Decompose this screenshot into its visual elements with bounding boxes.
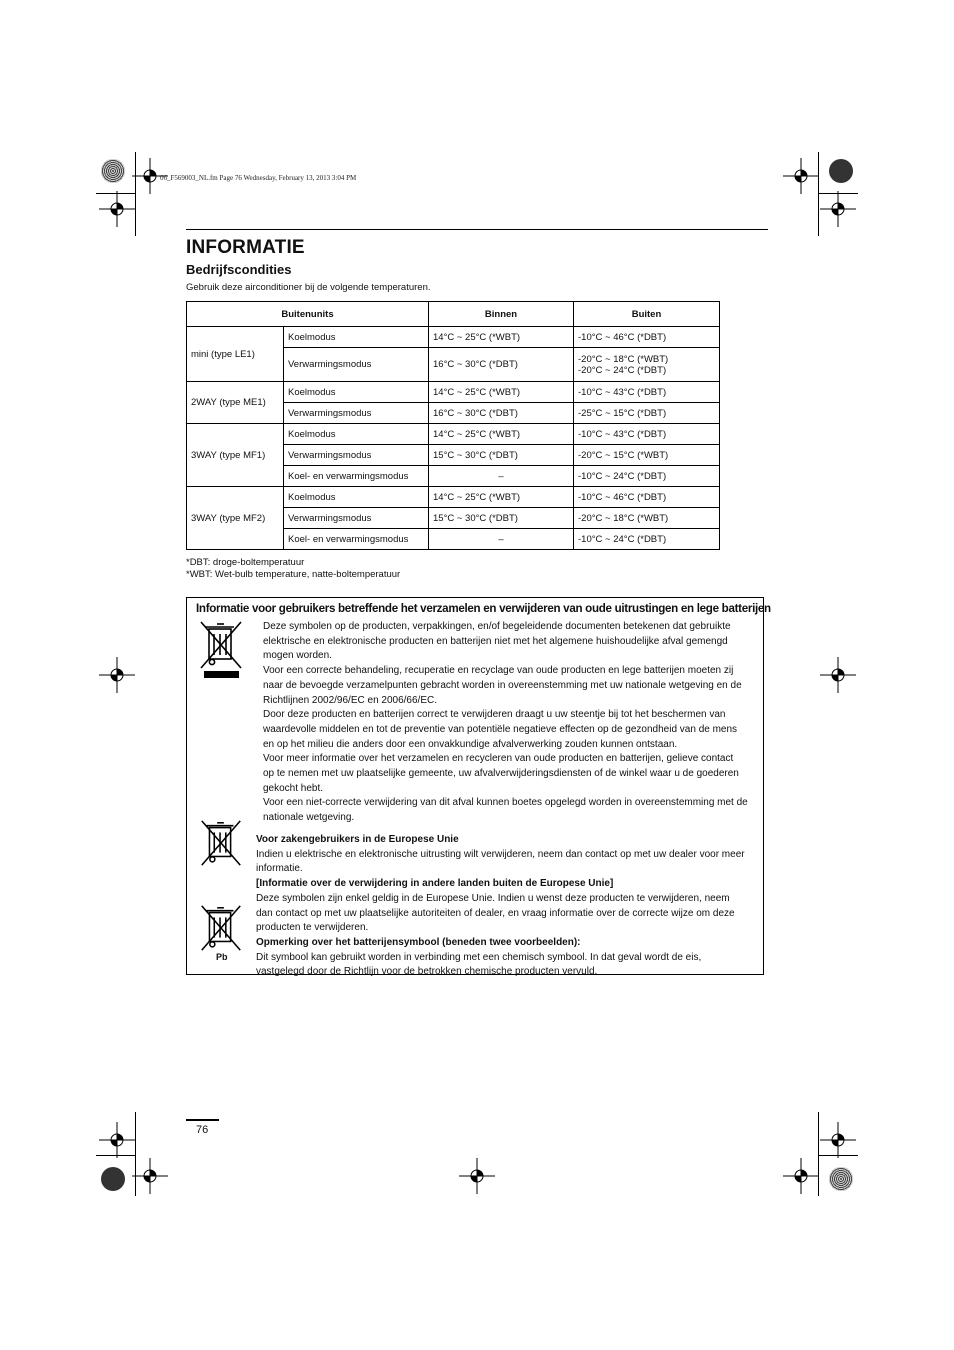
text-line: op te nemen met uw plaatselijke gemeente, uw afvalverwijderingsdiensten of de winkel waar u de goederen bbox=[263, 768, 739, 780]
crosshair-icon bbox=[820, 657, 856, 693]
crosshair-icon bbox=[820, 1122, 856, 1158]
outdoor-temp-cell bbox=[574, 466, 720, 487]
text-line: mogen worden. bbox=[263, 650, 332, 662]
text-line: Indien u elektrische en elektronische uitrusting wilt verwijderen, neem dan contact op met uw dealer voor meer bbox=[256, 848, 745, 860]
mode-cell: Verwarmingsmodus bbox=[284, 403, 429, 424]
text-line: Voor meer informatie over het verzamelen en recycleren van oude producten en batterijen, gelieve contact bbox=[263, 753, 734, 765]
unit-type-cell: 3WAY (type MF1) bbox=[187, 424, 284, 487]
outdoor-temp-line: -10°C ~ 43°C (*DBT) bbox=[578, 386, 667, 398]
mode-cell: Koelmodus bbox=[284, 424, 429, 445]
mode-cell: Koel- en verwarmingsmodus bbox=[284, 466, 429, 487]
registration-dot bbox=[829, 159, 853, 183]
indoor-temp-cell: 14°C ~ 25°C (*WBT) bbox=[429, 487, 574, 508]
trim-line bbox=[96, 193, 136, 194]
outdoor-temp-cell bbox=[574, 445, 720, 466]
crosshair-icon bbox=[783, 1158, 819, 1194]
mode-cell: Koel- en verwarmingsmodus bbox=[284, 529, 429, 550]
unit-type-cell: 3WAY (type MF2) bbox=[187, 487, 284, 550]
outdoor-temp-cell bbox=[574, 508, 720, 529]
mode-cell: Koelmodus bbox=[284, 382, 429, 403]
text-line: Door deze producten en batterijen correct te verwijderen draagt u uw steentje bij tot het beschermen van bbox=[263, 709, 726, 721]
mode-cell: Koelmodus bbox=[284, 487, 429, 508]
unit-type-cell: 2WAY (type ME1) bbox=[187, 382, 284, 424]
business-users-block bbox=[256, 833, 745, 980]
battery-symbol-text bbox=[256, 951, 745, 980]
business-text bbox=[256, 848, 745, 877]
text-line: Deze symbolen op de producten, verpakkingen, en/of begeleidende documenten betekenen dat gebruikte bbox=[263, 621, 731, 632]
pb-chemical-symbol: Pb bbox=[216, 952, 228, 962]
page-title: INFORMATIE bbox=[186, 237, 305, 258]
indoor-temp-cell: 14°C ~ 25°C (*WBT) bbox=[429, 424, 574, 445]
table-notes bbox=[186, 557, 400, 581]
outdoor-temp-line: -20°C ~ 15°C (*WBT) bbox=[578, 449, 669, 461]
crosshair-icon bbox=[820, 191, 856, 227]
trim-line bbox=[96, 1155, 136, 1156]
registration-dot bbox=[829, 1167, 853, 1191]
mode-cell: Verwarmingsmodus bbox=[284, 348, 429, 382]
business-heading: Voor zakengebruikers in de Europese Unie bbox=[256, 834, 459, 845]
mode-cell: Koelmodus bbox=[284, 327, 429, 348]
trim-line bbox=[818, 152, 819, 236]
indoor-temp-cell: 15°C ~ 30°C (*DBT) bbox=[429, 508, 574, 529]
outdoor-temp-cell bbox=[574, 348, 720, 382]
outdoor-temp-line: -20°C ~ 18°C (*WBT) bbox=[578, 353, 669, 365]
text-line: dan contact op met uw plaatselijke autoriteiten of dealer, en vraag informatie over de correcte wijze om deze bbox=[256, 907, 735, 919]
trim-line bbox=[818, 193, 858, 194]
outdoor-temp-line: -10°C ~ 24°C (*DBT) bbox=[578, 470, 667, 482]
outdoor-temp-line: -10°C ~ 46°C (*DBT) bbox=[578, 331, 667, 343]
trim-line bbox=[818, 1112, 819, 1196]
indoor-temp-cell: 14°C ~ 25°C (*WBT) bbox=[429, 327, 574, 348]
table-body bbox=[187, 327, 720, 550]
note-wbt: *WBT: Wet-bulb temperature, natte-boltemperatuur bbox=[186, 569, 401, 580]
crosshair-icon bbox=[99, 191, 135, 227]
table-header-row bbox=[187, 302, 720, 327]
text-line: naar de bevoegde verzamelpunten gebracht worden in overeenstemming met uw nationale wetgeving en de bbox=[263, 679, 742, 691]
crosshair-icon bbox=[99, 1122, 135, 1158]
disposal-title: Informatie voor gebruikers betreffende het verzamelen en verwijderen van oude uitrustingen en lege batterijen bbox=[196, 602, 771, 615]
text-line: nationale wetgeving. bbox=[263, 812, 355, 824]
outdoor-temp-cell bbox=[574, 327, 720, 348]
outdoor-temp-cell bbox=[574, 403, 720, 424]
indoor-temp-cell: 15°C ~ 30°C (*DBT) bbox=[429, 445, 574, 466]
bin-underline-bar bbox=[204, 671, 239, 678]
text-line: vastgelegd door de Richtlijn voor de betrokken chemische producten vervuld. bbox=[256, 966, 598, 978]
indoor-temp-cell: – bbox=[429, 529, 574, 550]
header-outdoor: Buiten bbox=[574, 302, 720, 327]
operating-conditions-table bbox=[186, 301, 720, 550]
text-line: gekocht hebt. bbox=[263, 782, 324, 794]
text-line: Deze symbolen zijn enkel geldig in de Europese Unie. Indien u wenst deze producten te verwijderen, neem bbox=[256, 892, 730, 904]
mode-cell: Verwarmingsmodus bbox=[284, 508, 429, 529]
outdoor-temp-line: -10°C ~ 46°C (*DBT) bbox=[578, 491, 667, 503]
registration-dot bbox=[101, 159, 125, 183]
outdoor-temp-line: -10°C ~ 24°C (*DBT) bbox=[578, 533, 667, 545]
disposal-main-text bbox=[263, 620, 748, 826]
outside-eu-heading: [Informatie over de verwijdering in andere landen buiten de Europese Unie] bbox=[256, 878, 614, 890]
table-row bbox=[187, 382, 720, 403]
text-line: en op het milieu die anders door een onvakkundige afvalverwerking zouden kunnen ontstaan. bbox=[263, 738, 678, 750]
header-indoor: Binnen bbox=[429, 302, 574, 327]
note-dbt: *DBT: droge-boltemperatuur bbox=[186, 557, 305, 568]
header-outdoor-units: Buitenunits bbox=[187, 302, 429, 327]
page-number-rule bbox=[186, 1119, 219, 1121]
outdoor-temp-line: -20°C ~ 24°C (*DBT) bbox=[578, 364, 667, 376]
crossed-bin-icon-business bbox=[198, 818, 244, 868]
text-line: Dit symbool kan gebruikt worden in verbinding met een chemisch symbool. In dat geval wordt de eis, bbox=[256, 951, 702, 963]
table-row bbox=[187, 424, 720, 445]
mode-cell: Verwarmingsmodus bbox=[284, 445, 429, 466]
table-row bbox=[187, 327, 720, 348]
crosshair-icon bbox=[783, 158, 819, 194]
trim-line bbox=[818, 1155, 858, 1156]
text-line: producten te verwijderen. bbox=[256, 922, 369, 934]
crosshair-icon bbox=[132, 1158, 168, 1194]
intro-text: Gebruik deze airconditioner bij de volgende temperaturen. bbox=[186, 282, 431, 293]
text-line: waardevolle middelen en tot de preventie van potentiële negatieve effecten op de gezondheid van de mens bbox=[263, 723, 738, 735]
text-line: Voor een niet-correcte verwijdering van dit afval kunnen boetes opgelegd worden in overeenstemming met de bbox=[263, 797, 748, 809]
file-header-line: 06_F569003_NL.fm Page 76 Wednesday, February 13, 2013 3:04 PM bbox=[160, 174, 357, 182]
text-line: Richtlijnen 2002/96/EC en 2006/66/EC. bbox=[263, 694, 438, 706]
indoor-temp-cell: – bbox=[429, 466, 574, 487]
battery-symbol-heading: Opmerking over het batterijensymbool (beneden twee voorbeelden): bbox=[256, 936, 581, 948]
outside-eu-text bbox=[256, 892, 745, 936]
indoor-temp-cell: 14°C ~ 25°C (*WBT) bbox=[429, 382, 574, 403]
outdoor-temp-cell bbox=[574, 487, 720, 508]
section-subtitle: Bedrijfscondities bbox=[186, 262, 292, 277]
text-line: informatie. bbox=[256, 863, 303, 875]
registration-dot bbox=[101, 1167, 125, 1191]
crosshair-icon bbox=[459, 1158, 495, 1194]
crosshair-icon bbox=[99, 657, 135, 693]
outdoor-temp-cell bbox=[574, 424, 720, 445]
unit-type-cell: mini (type LE1) bbox=[187, 327, 284, 382]
text-line: Voor een correcte behandeling, recuperatie en recyclage van oude producten en lege batterijen moeten zij bbox=[263, 665, 734, 677]
indoor-temp-cell: 16°C ~ 30°C (*DBT) bbox=[429, 348, 574, 382]
outdoor-temp-cell bbox=[574, 382, 720, 403]
outdoor-temp-line: -20°C ~ 18°C (*WBT) bbox=[578, 512, 669, 524]
outdoor-temp-line: -25°C ~ 15°C (*DBT) bbox=[578, 407, 667, 419]
top-rule bbox=[186, 229, 768, 230]
trim-line bbox=[135, 152, 136, 236]
text-line: elektrische en elektronische producten en batterijen niet met het algemene huishoudelijke afval gemengd bbox=[263, 635, 728, 647]
page-number: 76 bbox=[196, 1124, 209, 1136]
outdoor-temp-cell bbox=[574, 529, 720, 550]
trim-line bbox=[135, 1112, 136, 1196]
indoor-temp-cell: 16°C ~ 30°C (*DBT) bbox=[429, 403, 574, 424]
table-row bbox=[187, 487, 720, 508]
crossed-bin-icon-battery bbox=[198, 903, 244, 953]
crossed-bin-icon bbox=[198, 619, 244, 671]
outdoor-temp-line: -10°C ~ 43°C (*DBT) bbox=[578, 428, 667, 440]
